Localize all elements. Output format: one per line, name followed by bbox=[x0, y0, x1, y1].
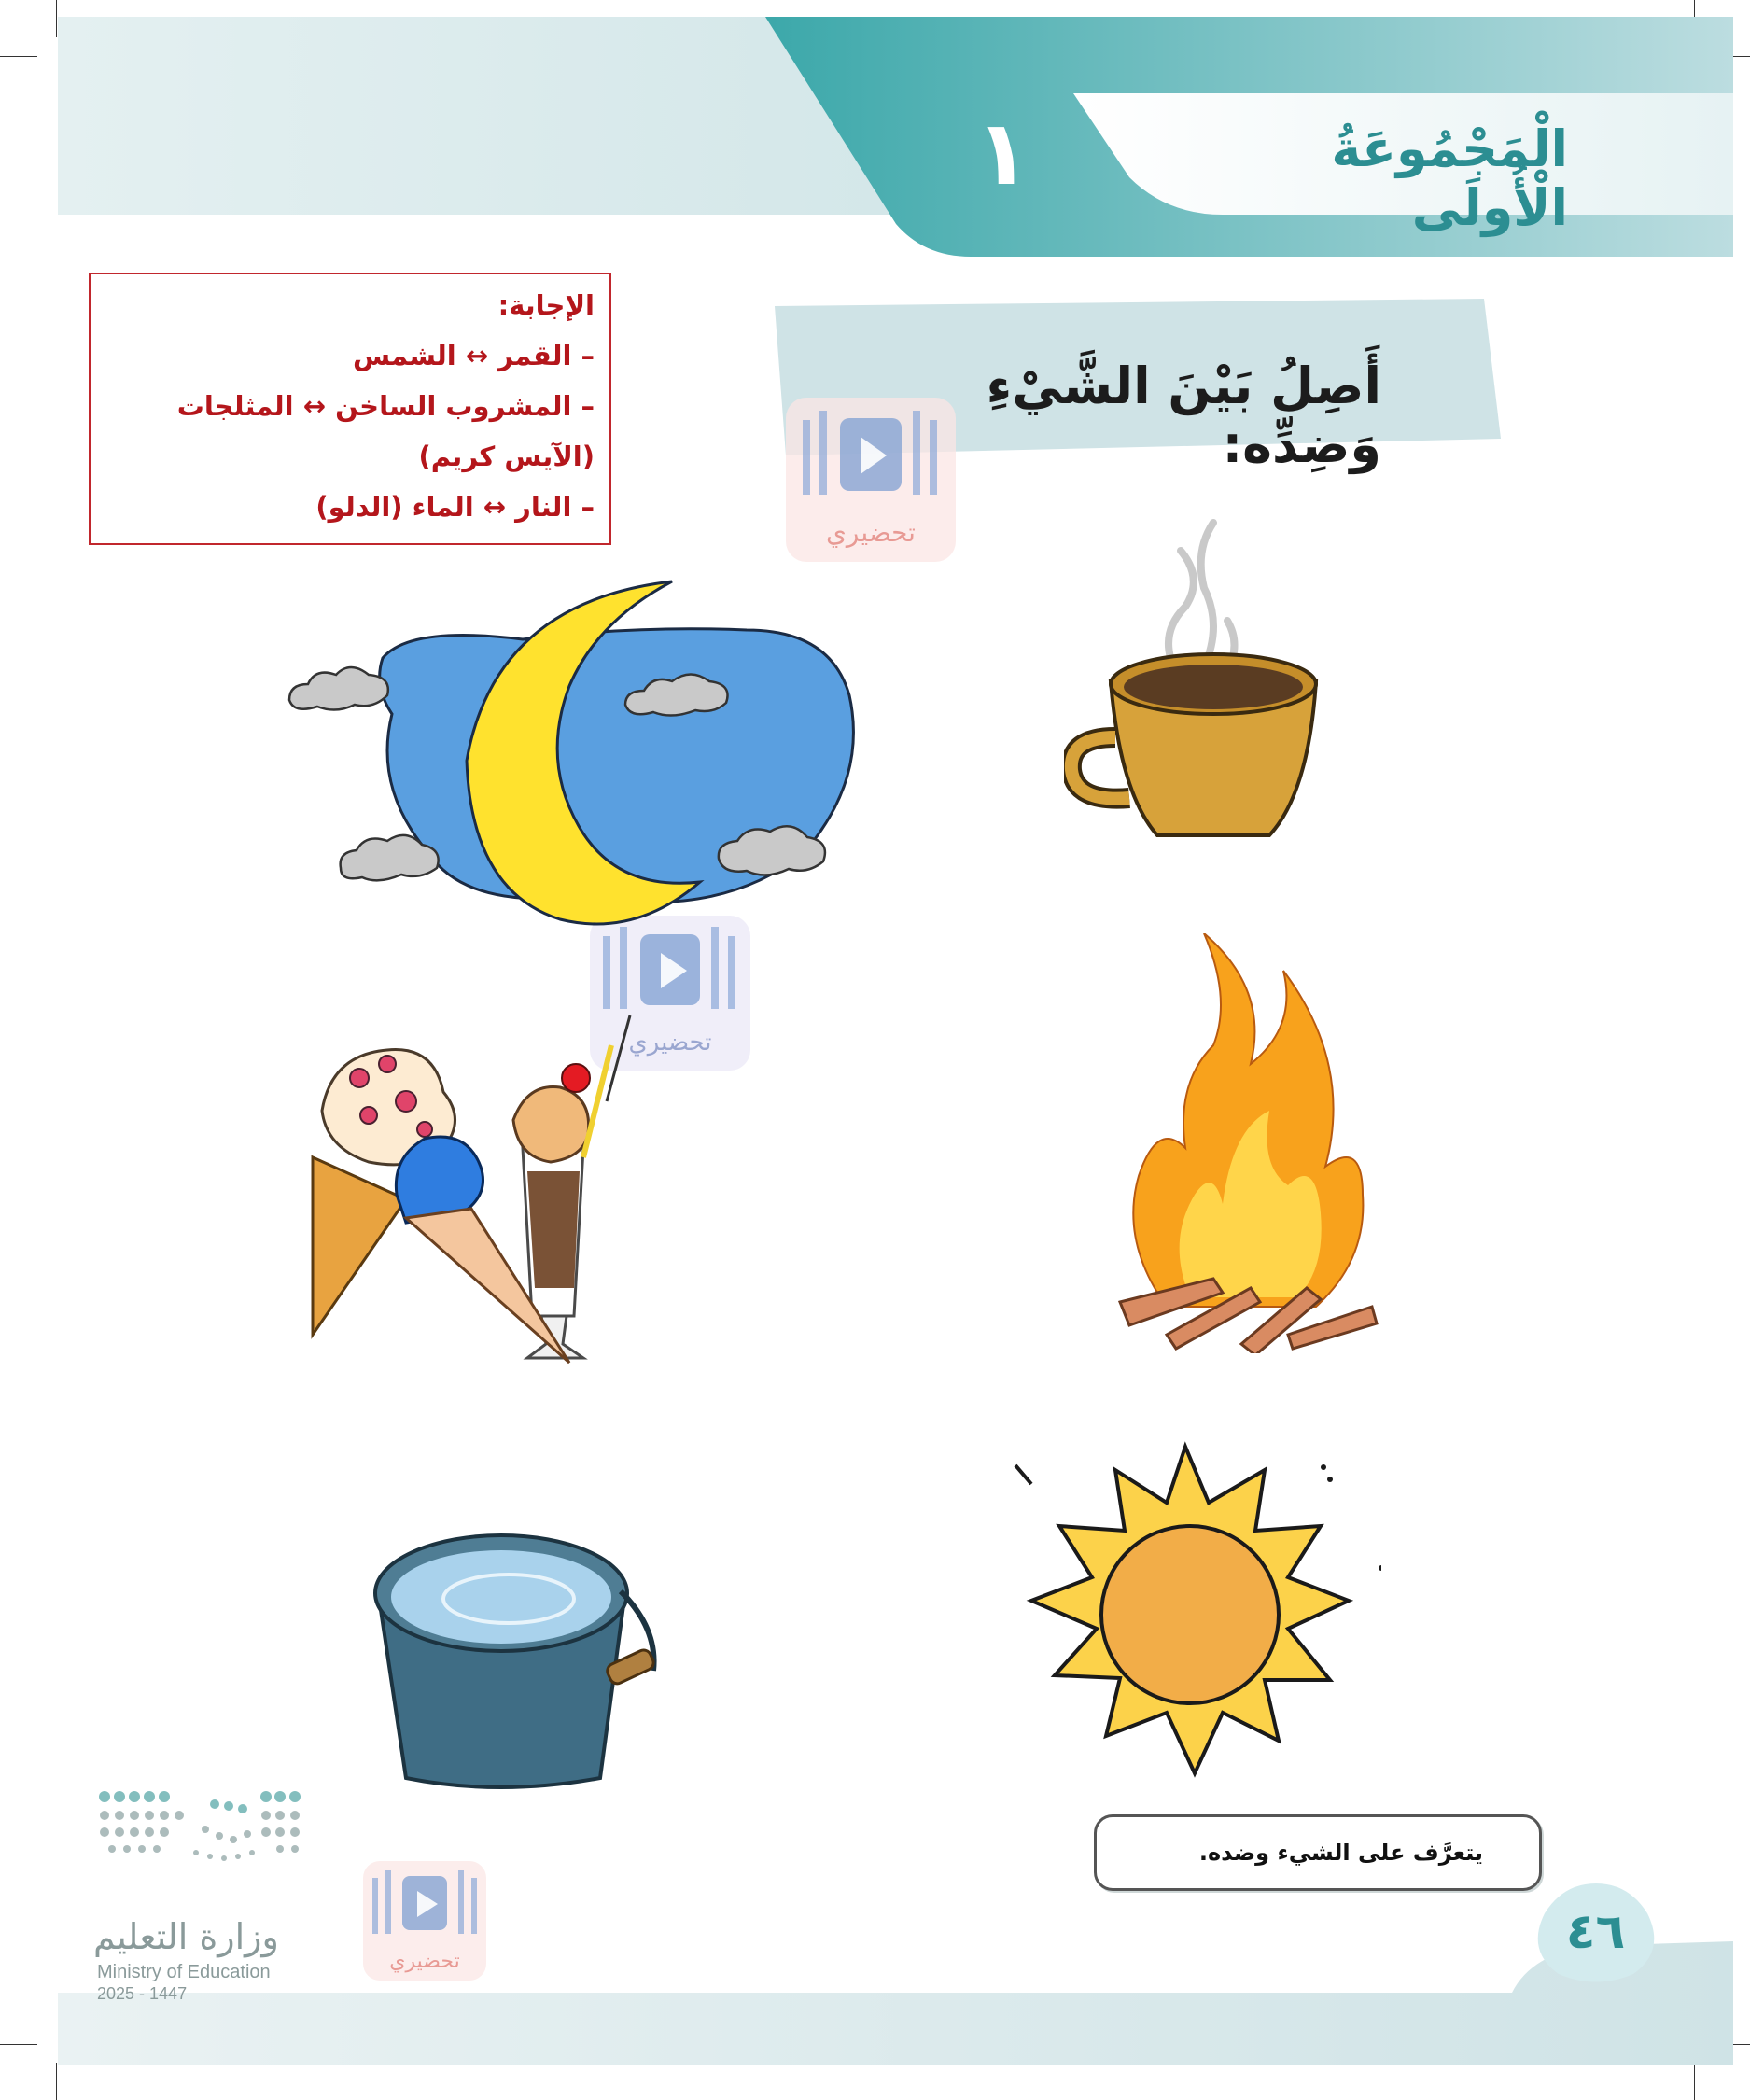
answer-box bbox=[89, 273, 611, 545]
ice-cream-icon bbox=[303, 1008, 639, 1381]
watermark-logo bbox=[782, 392, 959, 569]
ministry-name-en: Ministry of Education bbox=[97, 1962, 271, 1982]
watermark-text: تحضيري bbox=[826, 517, 916, 548]
answer-line: (الآيس كريم) bbox=[418, 441, 595, 472]
sun-icon bbox=[989, 1437, 1381, 1811]
ministry-logo-icon bbox=[93, 1778, 313, 1899]
fire-icon bbox=[1111, 933, 1391, 1353]
answer-line: – القمر ↔ الشمس bbox=[352, 340, 595, 371]
answer-line: – النار ↔ الماء (الدلو) bbox=[315, 491, 595, 523]
crop-mark bbox=[56, 2063, 57, 2100]
hot-drink-icon bbox=[1064, 513, 1344, 859]
crop-mark bbox=[1694, 2063, 1695, 2100]
edition-year: 2025 - 1447 bbox=[97, 1984, 188, 2003]
svg-text:تحضيري: تحضيري bbox=[389, 1950, 460, 1973]
moon-icon bbox=[280, 574, 877, 929]
group-number: ١ bbox=[975, 101, 1030, 205]
svg-text:تحضيري: تحضيري bbox=[628, 1029, 712, 1057]
group-title: الْمَجْمُوعَةُ الْأُولَى bbox=[1331, 119, 1568, 237]
answer-heading: الإجابة: bbox=[497, 289, 595, 321]
water-bucket-icon bbox=[369, 1517, 663, 1797]
objective-text: يتعرَّف على الشيء وضده. bbox=[1198, 1840, 1483, 1866]
page-number: ٤٦ bbox=[1565, 1904, 1626, 1960]
objective-box bbox=[1094, 1814, 1542, 1891]
instruction-title: أَصِلُ بَيْنَ الشَّيْءِ وَضِدِّه: bbox=[986, 357, 1381, 474]
answer-line: – المشروب الساخن ↔ المثلجات bbox=[176, 390, 595, 422]
ministry-name-ar: وزارة التعليم bbox=[93, 1916, 279, 1957]
